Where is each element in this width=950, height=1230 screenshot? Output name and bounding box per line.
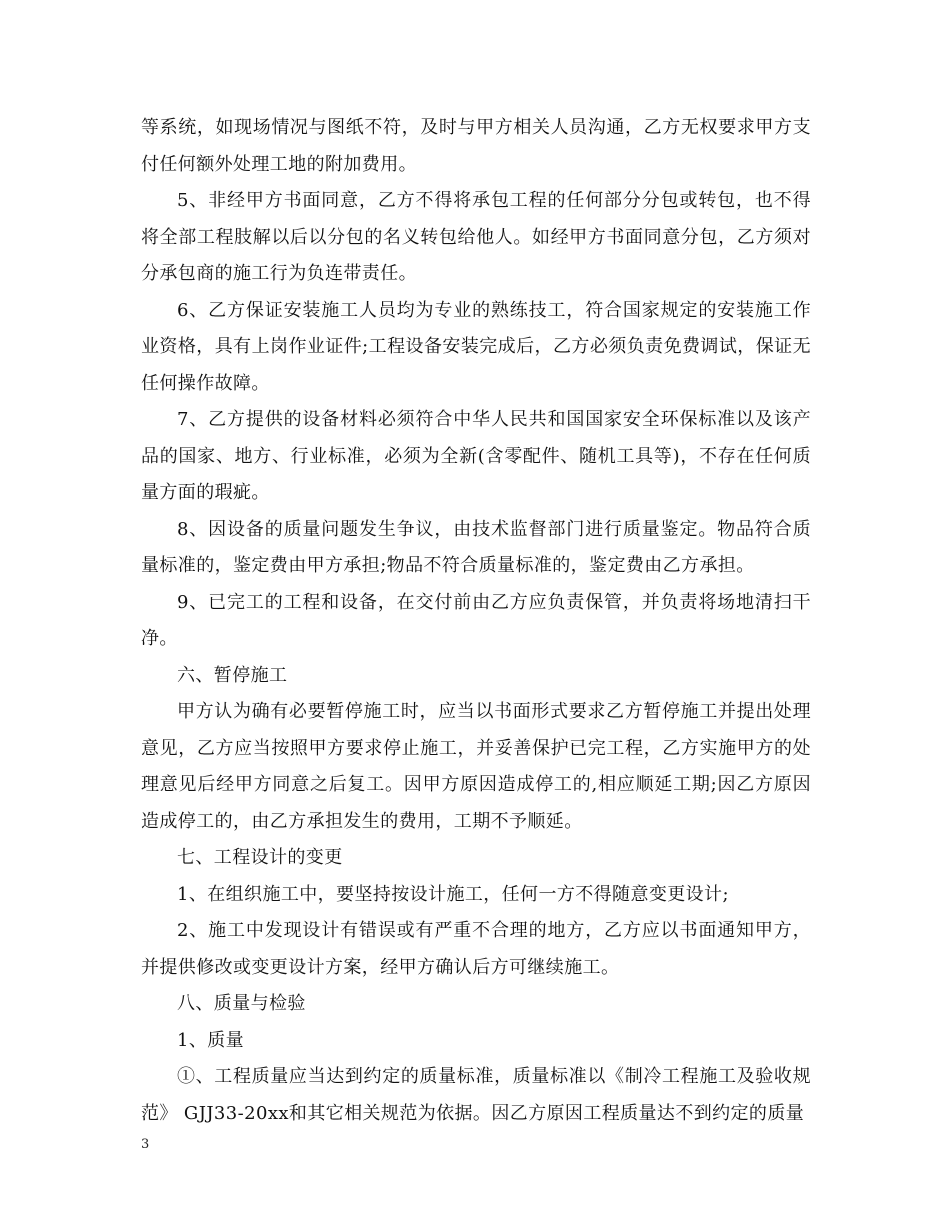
subheading-quality: 1、质量 (177, 1029, 245, 1051)
page-number: 3 (141, 1137, 150, 1152)
paragraph-quality-1: ①、工程质量应当达到约定的质量标准，质量标准以《制冷工程施工及验收规范》 GJJ33-20xx和其它相关规范为依据。因乙方原因工程质量达不到约定的质量 (141, 1066, 811, 1124)
section-heading-design-change: 七、工程设计的变更 (177, 847, 343, 868)
document-body (141, 110, 811, 1132)
section-heading-quality: 八、质量与检验 (177, 993, 306, 1014)
paragraph-clause-7: 7、乙方提供的设备材料必须符合中华人民共和国国家安全环保标准以及该产品的国家、地方、行业标准，必须为全新(含零配件、随机工具等)，不存在任何质量方面的瑕疵。 (141, 409, 811, 503)
paragraph-design-change-1: 1、在组织施工中，要坚持按设计施工，任何一方不得随意变更设计; (177, 883, 729, 905)
paragraph-clause-9: 9、已完工的工程和设备，在交付前由乙方应负责保管，并负责将场地清扫干净。 (141, 591, 811, 649)
paragraph-continuation: 等系统，如现场情况与图纸不符，及时与甲方相关人员沟通，乙方无权要求甲方支付任何额外处理工地的附加费用。 (141, 117, 811, 175)
paragraph-clause-5: 5、非经甲方书面同意，乙方不得将承包工程的任何部分分包或转包，也不得将全部工程肢解以后以分包的名义转包给他人。如经甲方书面同意分包，乙方须对分承包商的施工行为负连带责任。 (141, 190, 811, 284)
paragraph-clause-6: 6、乙方保证安装施工人员均为专业的熟练技工，符合国家规定的安装施工作业资格，具有上岗作业证件;工程设备安装完成后，乙方必须负责免费调试，保证无任何操作故障。 (141, 299, 811, 394)
section-heading-suspension: 六、暂停施工 (177, 664, 288, 686)
paragraph-suspension: 甲方认为确有必要暂停施工时，应当以书面形式要求乙方暂停施工并提出处理意见，乙方应当按照甲方要求停止施工，并妥善保护已完工程，乙方实施甲方的处理意见后经甲方同意之后复工。因甲方原因造成停工的,相应顺延工期;因乙方原因造成停工的，由乙方承担发生的费用，工期不予顺延。 (141, 701, 811, 832)
paragraph-clause-8: 8、因设备的质量问题发生争议，由技术监督部门进行质量鉴定。物品符合质量标准的，鉴定费由甲方承担;物品不符合质量标准的，鉴定费由乙方承担。 (141, 518, 811, 576)
paragraph-design-change-2: 2、施工中发现设计有错误或有严重不合理的地方，乙方应以书面通知甲方，并提供修改或变更设计方案，经甲方确认后方可继续施工。 (141, 920, 811, 978)
